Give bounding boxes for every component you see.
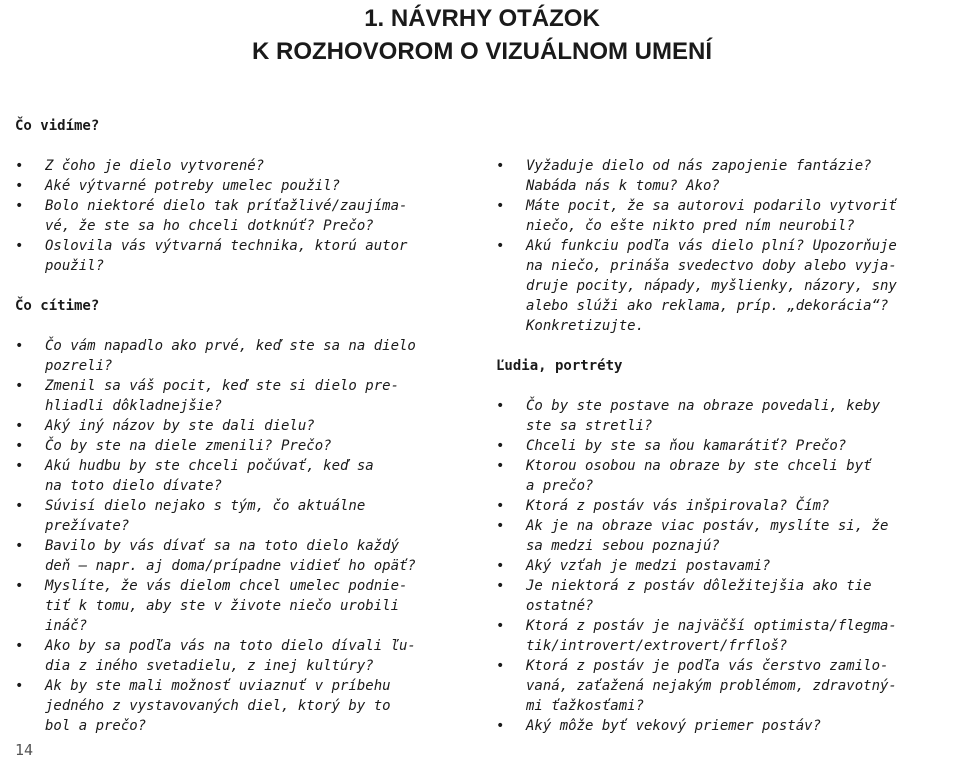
list-item-line: Nabáda nás k tomu? Ako? (526, 178, 720, 194)
list-item (15, 676, 463, 736)
list-item-line: • Súvisí dielo nejako s tým, čo aktuálne (45, 498, 366, 514)
title-line-2: K ROZHOVOROM O VIZUÁLNOM UMENÍ (252, 38, 712, 65)
list-item-line: • Ak by ste mali možnosť uviaznuť v príbehu (45, 678, 391, 694)
list-item-line: • Aký iný názov by ste dali dielu? (45, 418, 315, 434)
list-item-line: • Chceli by ste sa ňou kamarátiť? Prečo? (526, 438, 847, 454)
list-item-line: • Zmenil sa váš pocit, keď ste si dielo pre- (45, 378, 400, 394)
list-item-line: niečo, čo ešte nikto pred ním neurobil? (526, 218, 855, 234)
list-item-line: • Ktorá z postáv je podľa vás čerstvo zamilo- (526, 658, 889, 674)
page-title (0, 2, 964, 68)
section-heading-what-we-feel: Čo cítime? (15, 298, 100, 314)
list-item-line: • Je niektorá z postáv dôležitejšia ako tie (526, 578, 872, 594)
list-item (15, 436, 463, 456)
list-item-line: bol a prečo? (45, 718, 147, 734)
list-item-line: • Akú hudbu by ste chceli počúvať, keď sa (45, 458, 374, 474)
list-item-line: • Oslovila vás výtvarná technika, ktorú autor (45, 238, 408, 254)
list-item-line: • Ktorá z postáv je najväčší optimista/flegma- (526, 618, 897, 634)
list-item-line: tiť k tomu, aby ste v živote niečo urobili (45, 598, 400, 614)
question-list (496, 156, 946, 336)
list-item-line: • Aký môže byť vekový priemer postáv? (526, 718, 822, 734)
list-item-line: • Ktorou osobou na obraze by ste chceli byť (526, 458, 872, 474)
list-item-line: • Akú funkciu podľa vás dielo plní? Upozorňuje (526, 238, 897, 254)
list-item-line: prežívate? (45, 518, 130, 534)
list-item-line: • Čo by ste na diele zmenili? Prečo? (45, 438, 332, 454)
list-item (15, 376, 463, 416)
list-item (15, 576, 463, 636)
list-item (15, 176, 463, 196)
list-item-line: • Ak je na obraze viac postáv, myslíte si, že (526, 518, 889, 534)
list-item (496, 196, 946, 236)
list-item-line: • Ktorá z postáv vás inšpirovala? Čím? (526, 498, 830, 514)
list-item (496, 576, 946, 616)
list-item-line: hliadli dôkladnejšie? (45, 398, 223, 414)
list-item-line: • Aký vzťah je medzi postavami? (526, 558, 771, 574)
list-item-line: ste sa stretli? (526, 418, 653, 434)
list-item-line: tik/introvert/extrovert/frfloš? (526, 638, 788, 654)
title-line-1: 1. NÁVRHY OTÁZOK (364, 5, 600, 32)
list-item (496, 396, 946, 436)
list-item (496, 556, 946, 576)
list-item-line: dia z iného svetadielu, z inej kultúry? (45, 658, 374, 674)
list-item-line: • Aké výtvarné potreby umelec použil? (45, 178, 341, 194)
list-item-line: • Z čoho je dielo vytvorené? (45, 158, 265, 174)
list-item-line: ostatné? (526, 598, 594, 614)
list-item-line: a prečo? (526, 478, 594, 494)
list-item (15, 236, 463, 276)
list-item (15, 416, 463, 436)
list-item (496, 236, 946, 336)
page-number: 14 (15, 741, 34, 759)
list-item-line: vaná, zaťažená nejakým problémom, zdravotný- (526, 678, 897, 694)
list-item-line: • Bavilo by vás dívať sa na toto dielo každý (45, 538, 400, 554)
list-item (496, 496, 946, 516)
question-list (15, 336, 463, 736)
section-heading-what-we-see: Čo vidíme? (15, 118, 100, 134)
list-item (496, 656, 946, 716)
list-item (496, 716, 946, 736)
list-item (496, 456, 946, 496)
list-item-line: pozreli? (45, 358, 113, 374)
list-item-line: na niečo, prináša svedectvo doby alebo vyja- (526, 258, 897, 274)
list-item-line: mi ťažkosťami? (526, 698, 645, 714)
list-item-line: • Čo by ste postave na obraze povedali, keby (526, 398, 881, 414)
list-item (15, 336, 463, 376)
list-item-line: • Vyžaduje dielo od nás zapojenie fantázie? (526, 158, 872, 174)
list-item-line: jedného z vystavovaných diel, ktorý by to (45, 698, 391, 714)
list-item (15, 496, 463, 536)
list-item (15, 196, 463, 236)
list-item (15, 156, 463, 176)
list-item-line: vé, že ste sa ho chceli dotknúť? Prečo? (45, 218, 374, 234)
list-item-line: • Čo vám napadlo ako prvé, keď ste sa na dielo (45, 338, 416, 354)
list-item-line: ináč? (45, 618, 88, 634)
list-item-line: alebo slúži ako reklama, príp. „dekorácia“? (526, 298, 889, 314)
list-item-line: Konkretizujte. (526, 318, 645, 334)
list-item-line: • Bolo niektoré dielo tak príťažlivé/zaujíma- (45, 198, 408, 214)
list-item-line: druje pocity, nápady, myšlienky, názory, sny (526, 278, 897, 294)
list-item-line: sa medzi sebou poznajú? (526, 538, 720, 554)
list-item (496, 516, 946, 556)
left-column (15, 116, 463, 736)
list-item-line: • Ako by sa podľa vás na toto dielo dívali ľu- (45, 638, 416, 654)
list-item (15, 456, 463, 496)
list-item-line: na toto dielo dívate? (45, 478, 223, 494)
list-item (496, 616, 946, 656)
list-item (496, 436, 946, 456)
right-column (496, 156, 946, 736)
question-list (496, 396, 946, 736)
list-item (15, 536, 463, 576)
list-item (15, 636, 463, 676)
list-item-line: • Myslíte, že vás dielom chcel umelec podnie- (45, 578, 408, 594)
question-list (15, 156, 463, 276)
section-heading-people-portraits: Ľudia, portréty (496, 358, 623, 374)
list-item (496, 156, 946, 196)
list-item-line: deň – napr. aj doma/prípadne vidieť ho opäť? (45, 558, 416, 574)
list-item-line: • Máte pocit, že sa autorovi podarilo vytvoriť (526, 198, 897, 214)
list-item-line: použil? (45, 258, 105, 274)
